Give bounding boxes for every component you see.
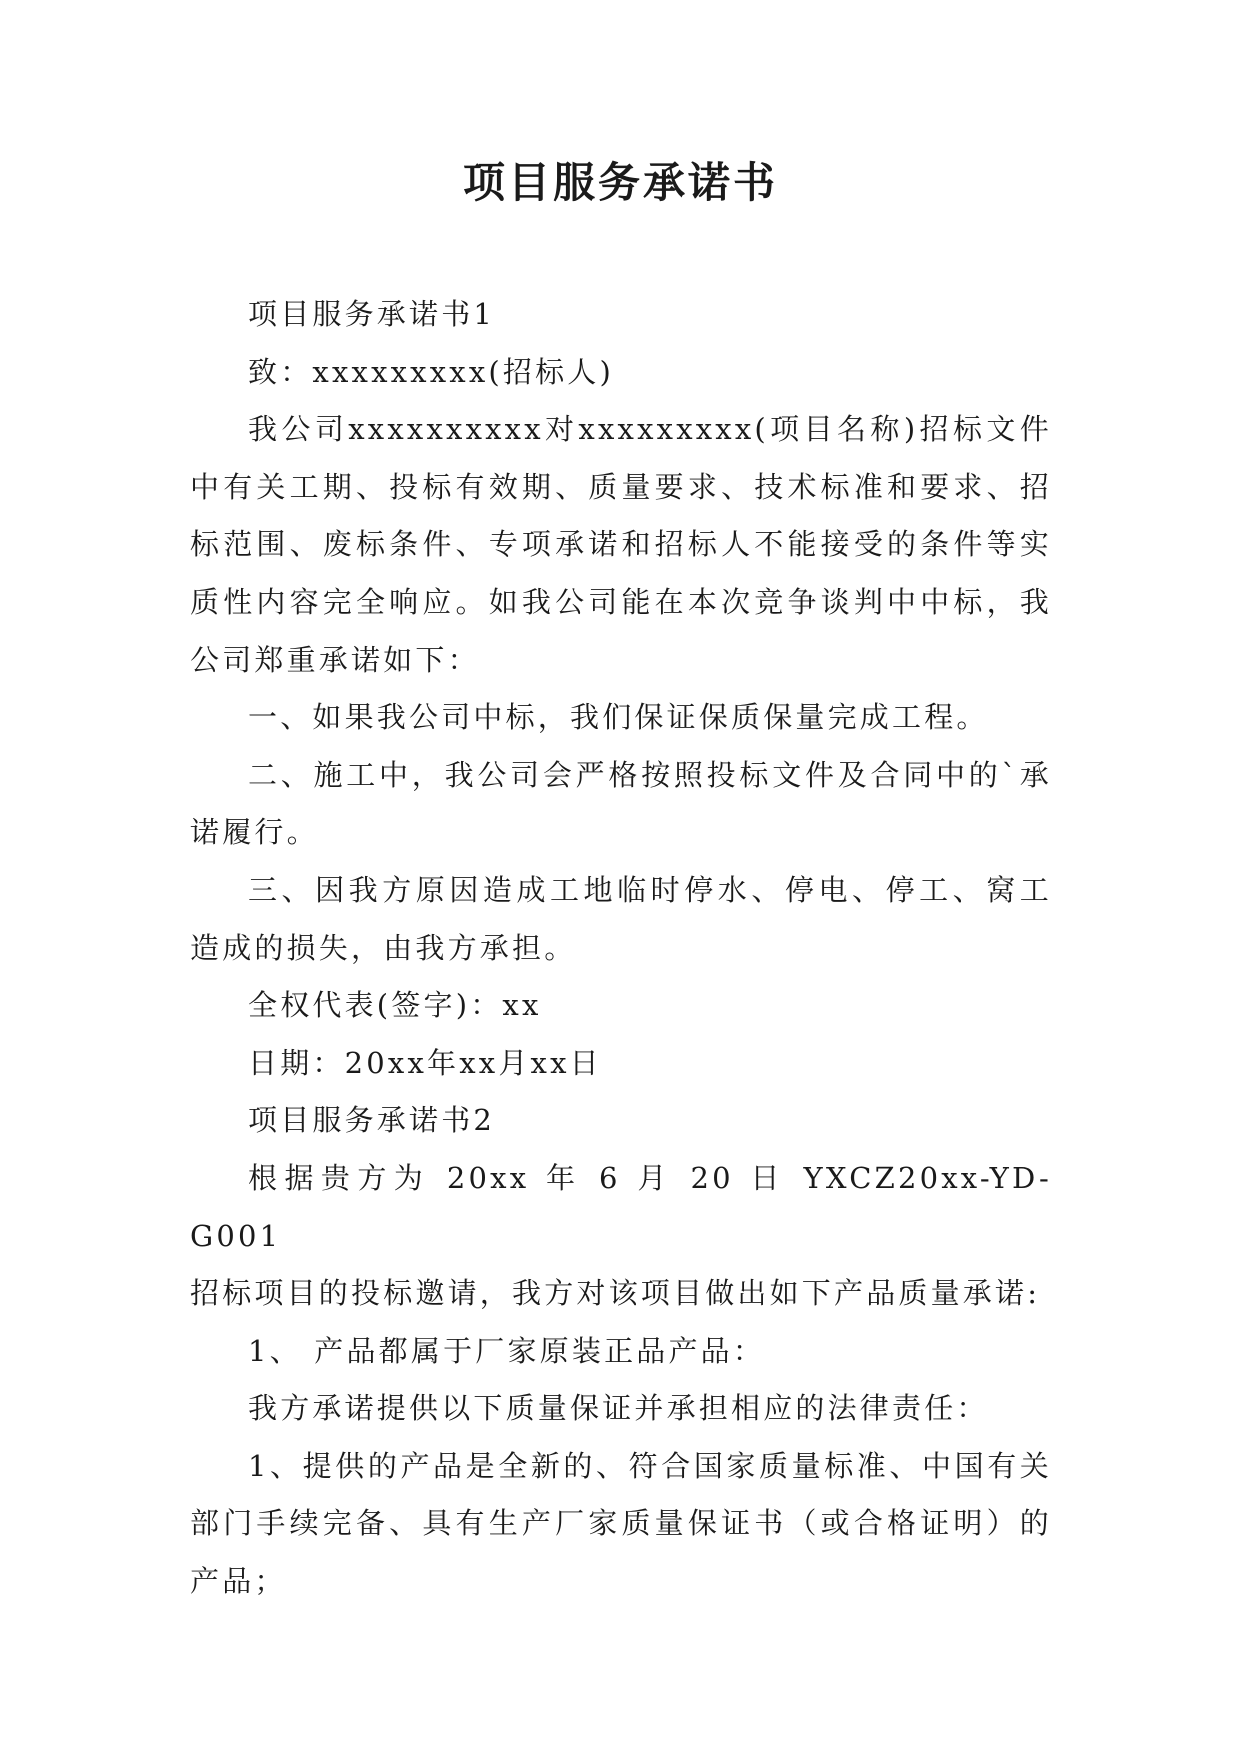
paragraph-guarantee-intro: 我方承诺提供以下质量保证并承担相应的法律责任： [248,1391,989,1426]
paragraph-heading-2: 项目服务承诺书2 [248,1103,496,1138]
paragraph-item-3: 三、因我方原因造成工地临时停水、停电、停工、窝工造成的损失，由我方承担。 [190,872,1052,965]
paragraph-addressee: 致：xxxxxxxxx(招标人) [248,354,615,389]
paragraph-intro: 我公司xxxxxxxxxx对xxxxxxxxx(项目名称)招标文件中有关工期、投标有效期、质量要求、技术标准和要求、招标范围、废标条件、专项承诺和招标人不能接受的条件等实质性内容完全响应。如我公司能在本次竞争谈判中中标，我公司郑重承诺如下： [190,412,1052,677]
paragraph-item-2: 二、施工中，我公司会严格按照投标文件及合同中的`承诺履行。 [190,757,1052,850]
paragraph-product-item-1: 1、 产品都属于厂家原装正品产品： [248,1333,766,1368]
document-body [190,286,1052,1611]
paragraph-item-1: 一、如果我公司中标，我们保证保质保量完成工程。 [248,700,989,735]
paragraph-signature: 全权代表(签字)：xx [248,988,542,1023]
paragraph-guarantee-item-1: 1、提供的产品是全新的、符合国家质量标准、中国有关部门手续完备、具有生产厂家质量保证书（或合格证明）的产品； [190,1448,1052,1599]
paragraph-invitation-line-1: 根据贵方为 20xx 年 6 月 20 日 YXCZ20xx-YD-G001 [190,1160,1052,1253]
paragraph-date: 日期：20xx年xx月xx日 [248,1045,602,1080]
paragraph-heading-1: 项目服务承诺书1 [248,297,496,331]
paragraph-invitation-line-2: 招标项目的投标邀请，我方对该项目做出如下产品质量承诺: [190,1276,1041,1311]
document-title: 项目服务承诺书 [462,158,778,207]
